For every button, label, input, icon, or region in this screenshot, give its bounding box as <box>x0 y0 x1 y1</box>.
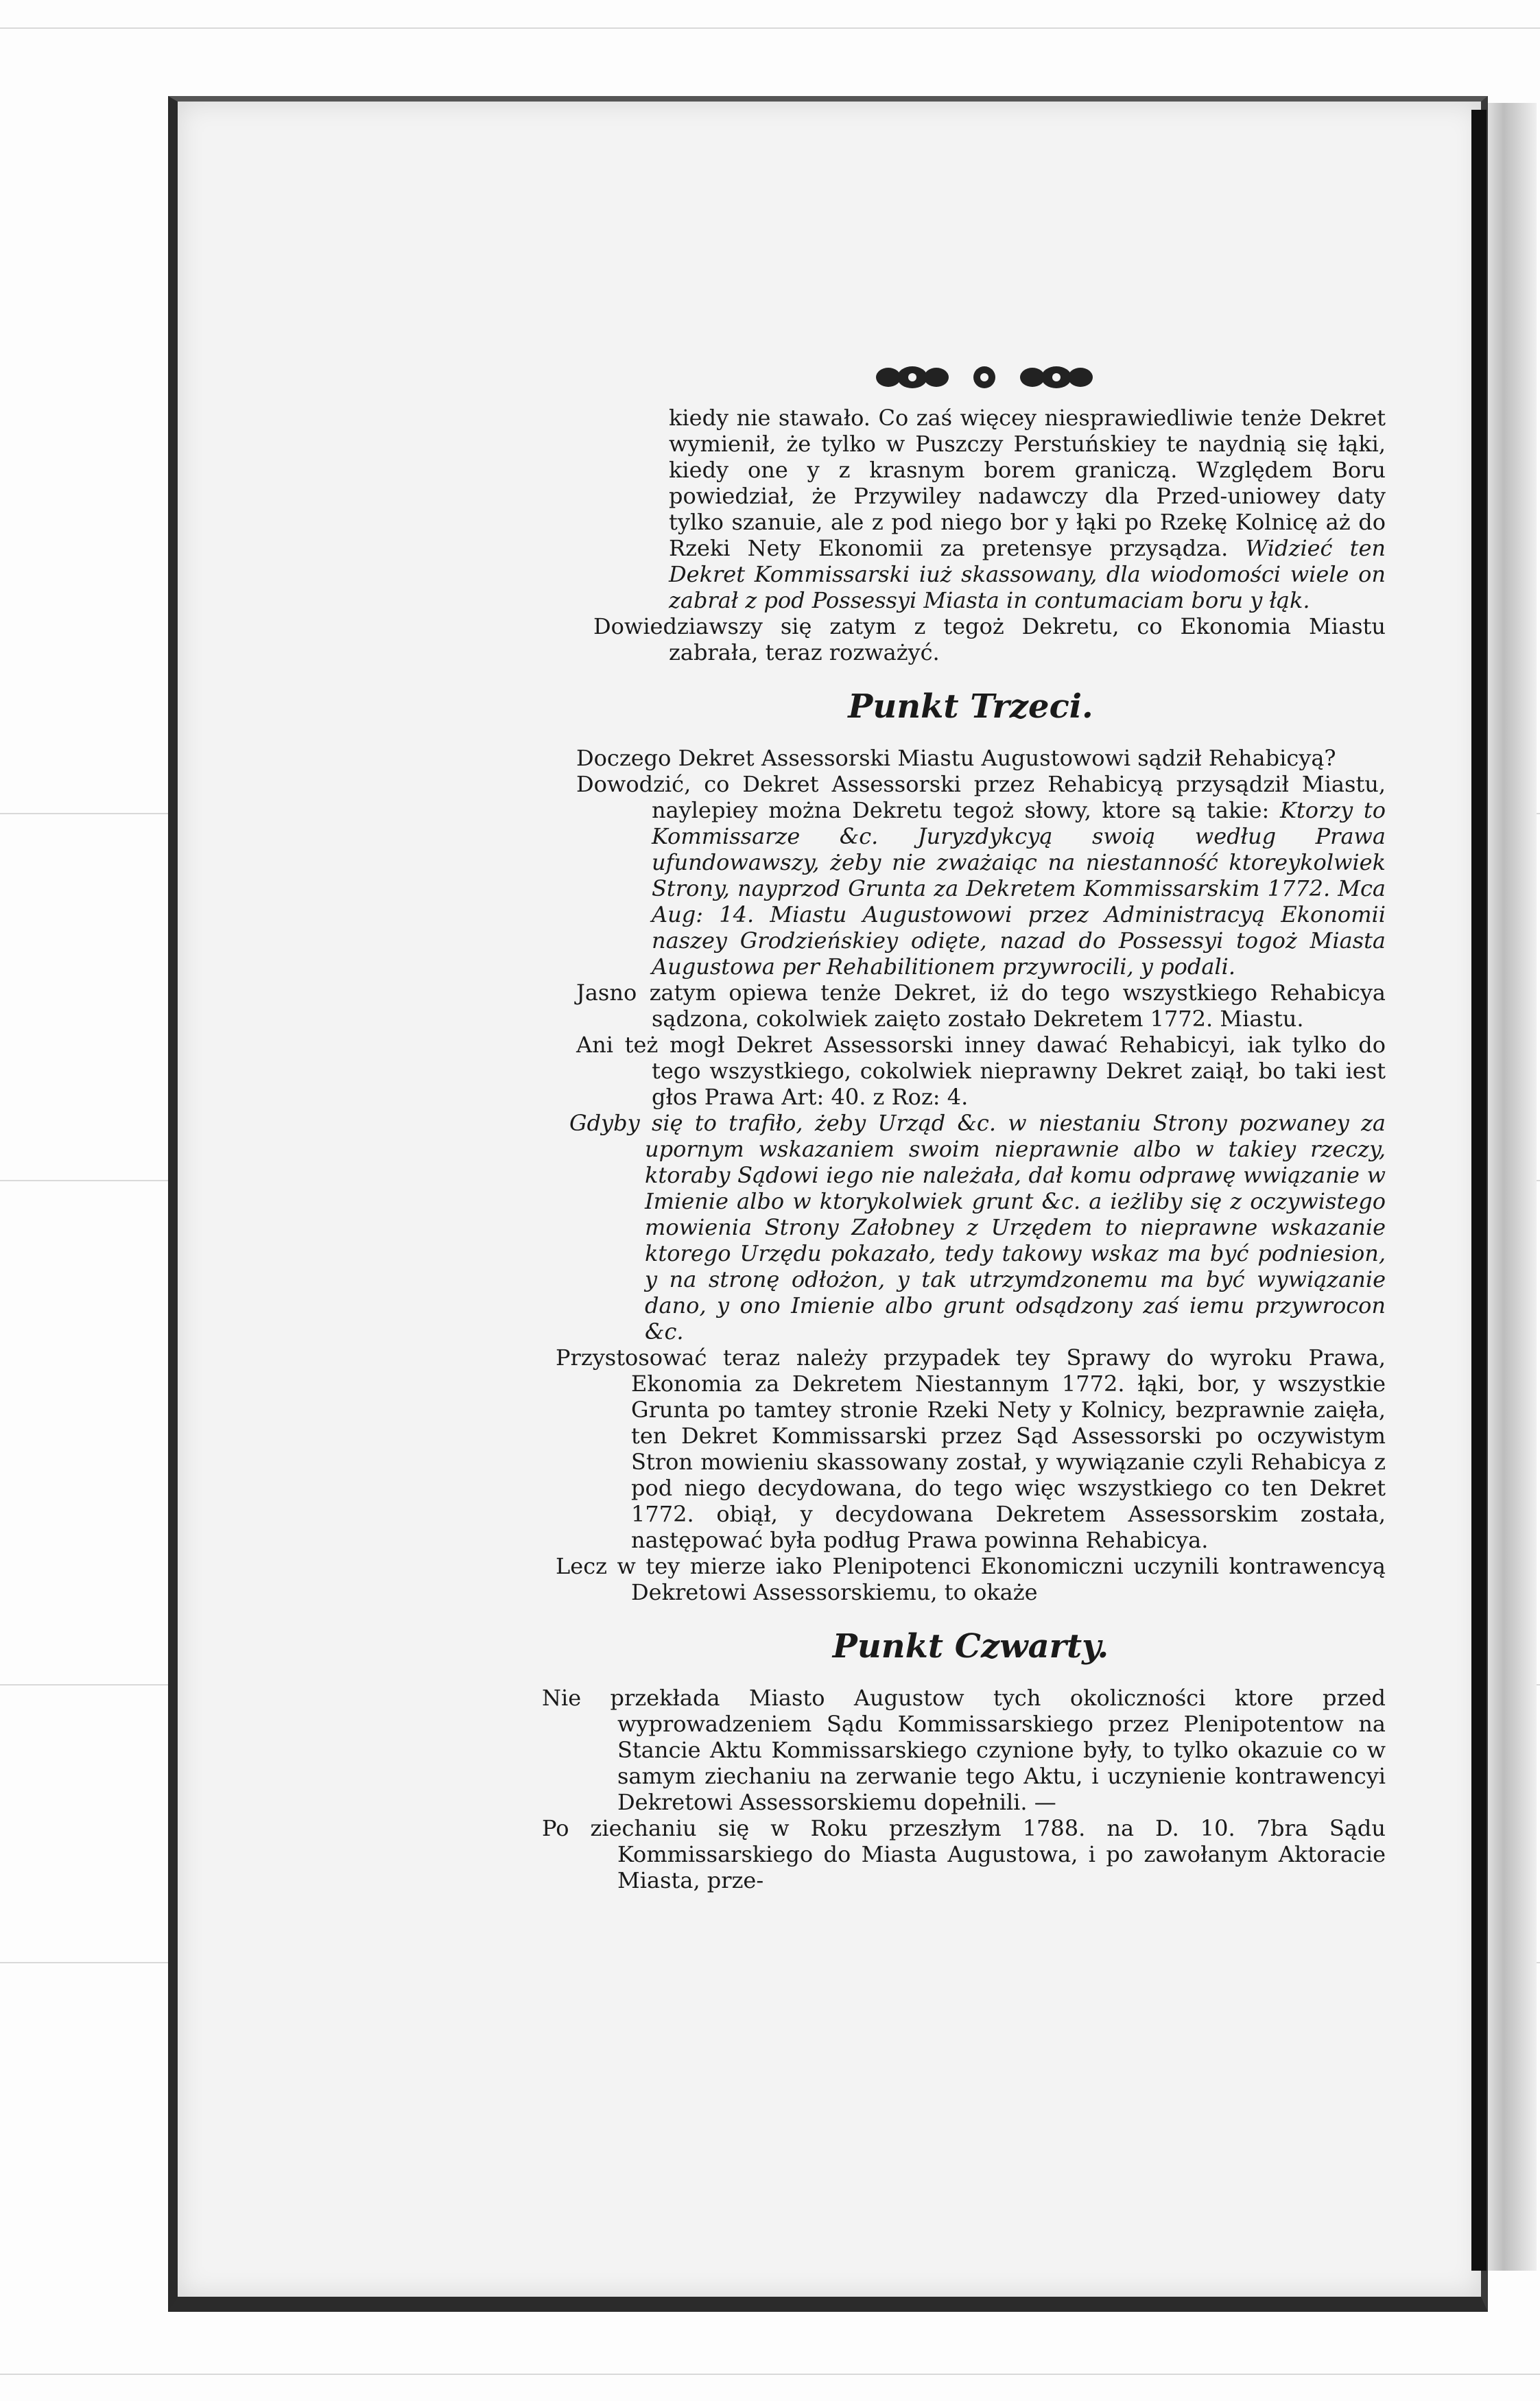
paragraph: Przystosować teraz należy przypadek tey Sprawy do wyroku Prawa, Ekonomia za Dekretem Niestannym 1772. łąki, bor, y wszystkie Grunta po tamtey stronie Rzeki Nety y Kolnicy, bezprawnie zaięła, ten Dekret Kommissarski przez Sąd Assessorski po oczywistym Stron mowieniu skassowany został, y wywiązanie czyli Rehabicya z pod niego decydowana, do tego więc wszystkiego co ten Dekret 1772. obiął, y decydowana Dekretem Assessorskim została, następować była podług Prawa powinna Rehabicya. <box>556 1345 1386 1553</box>
legal-quote: Gdyby się to trafiło, żeby Urząd &c. w niestaniu Strony pozwaney za upornym wskazaniem swoim nieprawnie albo w takiey rzeczy, ktoraby Sądowi iego nie należała, dał komu odprawę wwiązanie w Imienie albo w ktorykolwiek grunt &c. a ieżliby się z oczywistego mowienia Strony Załobney z Urzędem to nieprawne wskazanie ktorego Urzędu pokazało, tedy takowy wskaz ma być podniesion, y na stronę odłożon, y tak utrzymdzonemu ma być wywiązanie dano, y ono Imienie albo grunt odsądzony zaś iemu przywrocon &c. <box>569 1110 1386 1345</box>
section-heading-third: Punkt Trzeci. <box>848 687 1093 726</box>
paragraph: Po ziechaniu się w Roku przeszłym 1788. na D. 10. 7bra Sądu Kommissarskiego do Miasta Augustowa, i po zawołanym Aktoracie Miasta, prze- <box>542 1815 1386 1893</box>
paragraph: Dowiedziawszy się zatym z tegoż Dekretu, co Ekonomia Miastu zabrała, teraz rozważyć. <box>593 613 1386 665</box>
document-text <box>542 405 1386 1893</box>
paragraph: Ani też mogł Dekret Assessorski inney dawać Rehabicyi, iak tylko do tego wszystkiego, cokolwiek nieprawny Dekret zaiął, bo taki iest głos Prawa Art: 40. z Roz: 4. <box>576 1032 1386 1110</box>
paragraph <box>576 771 1386 980</box>
fleuron-center-icon <box>971 364 998 391</box>
paragraph: Lecz w tey mierze iako Plenipotenci Ekonomiczni uczynili kontrawencyą Dekretowi Assessorskiemu, to okaże <box>556 1553 1386 1605</box>
paragraph-text: kiedy nie stawało. Co zaś więcey niesprawiedliwie tenże Dekret wymienił, że tylko w Puszczy Perstuńskiey te naydnią się łąki, kiedy one y z krasnym borem graniczą. Względem Boru powiedział, że Przywiley nadawczy dla Przed-uniowey daty tylko szanuie, ale z pod niego bor y łąki po Rzekę Kolnicę aż do Rzeki Nety Ekonomii za pretensye przysądza. <box>669 405 1386 561</box>
page-edge <box>1471 110 1486 2271</box>
fleuron-right-icon <box>1015 364 1098 391</box>
header-ornament <box>871 357 1098 398</box>
paragraph-italic: Widzieć ten Dekret Kommissarski iuż skassowany, dla wiodomości wiele on zabrał z pod Possessyi Miasta in contumaciam boru y łąk. <box>669 535 1386 613</box>
fleuron-left-icon <box>871 364 953 391</box>
paragraph: Jasno zatym opiewa tenże Dekret, iż do tego wszystkiego Rehabicya sądzona, cokolwiek zaięto zostało Dekretem 1772. Miastu. <box>576 980 1386 1032</box>
paragraph: Nie przekłada Miasto Augustow tych okoliczności ktore przed wyprowadzeniem Sądu Kommissarskiego przez Plenipotentow na Stancie Aktu Kommissarskiego czynione były, to tylko okazuie co w samym ziechaniu na zerwanie tego Aktu, i uczynienie kontrawencyi Dekretowi Assessorskiemu dopełnili. — <box>542 1685 1386 1815</box>
paragraph-text: Dowodzić, co Dekret Assessorski przez Rehabicyą przysądził Miastu, naylepiey można Dekretu tegoż słowy, ktore są takie: <box>576 771 1386 823</box>
background-rule <box>0 27 1540 29</box>
paragraph <box>669 405 1386 613</box>
paragraph: Doczego Dekret Assessorski Miastu Augustowowi sądził Rehabicyą? <box>576 745 1336 771</box>
background-rule <box>0 2374 1540 2375</box>
paragraph-italic: Ktorzy to Kommissarze &c. Juryzdykcyą swoią według Prawa ufundowawszy, żeby nie zważaiąc na niestanność ktoreykolwiek Strony, nayprzod Grunta za Dekretem Kommissarskim 1772. Mca Aug: 14. Miastu Augustowowi przez Administracyą Ekonomii naszey Grodzieńskiey odięte, nazad do Possessyi togoż Miasta Augustowa per Rehabilitionem przywrocili, y podali. <box>652 797 1386 980</box>
section-heading-fourth: Punkt Czwarty. <box>832 1627 1109 1666</box>
